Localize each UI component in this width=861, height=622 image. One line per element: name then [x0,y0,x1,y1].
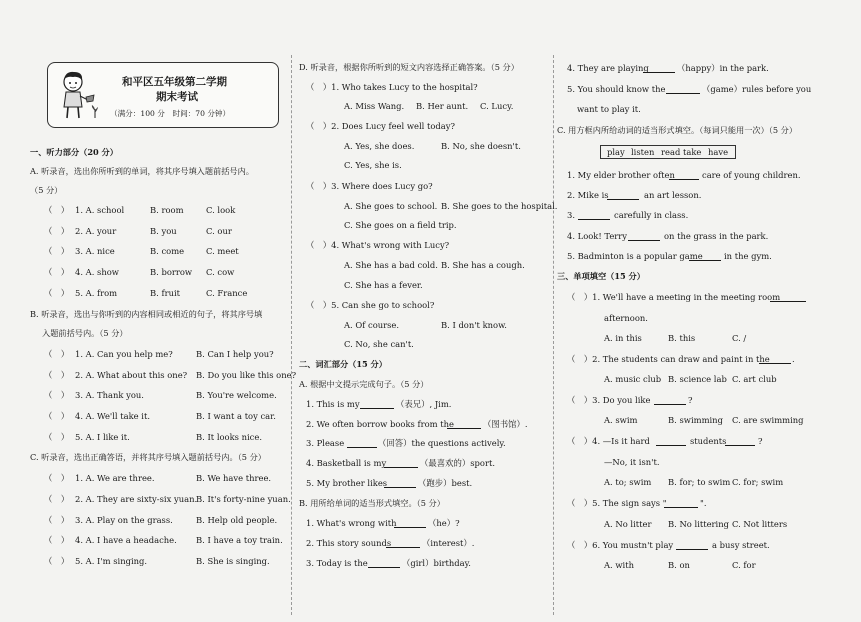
fill-blank-input[interactable] [666,84,700,94]
option-b: B. We have three. [196,473,272,483]
answer-bracket[interactable]: （ ） [44,370,70,380]
option-c: C. No, she can't. [344,339,414,349]
title-box [47,62,279,128]
option-a: A. Yes, she does. [344,141,415,151]
option-a: 1. A. Can you help me? [75,349,173,359]
fill-sentence-suffix: （表兄）, Jim. [396,399,452,409]
option-b: B. on [668,560,690,570]
option-b: B. No littering [668,519,729,529]
fill-sentence-prefix: 3. Please [306,438,345,448]
section-b2-instruction: B. 用所给单词的适当形式填空。（5 分） [299,498,445,508]
part2-title: 二、词汇部分（15 分） [299,359,387,369]
answer-bracket[interactable]: （ ） [44,556,70,566]
option-b: B. you [150,226,177,236]
part1-title: 一、听力部分（20 分） [30,147,118,157]
option-b: B. It looks nice. [196,432,262,442]
fill-blank-input[interactable] [347,438,377,448]
fill-sentence-suffix: （回答）the questions actively. [378,438,506,448]
score-time-info: （满分：100 分 时间：70 分钟） [110,109,231,118]
fill-blank-input[interactable] [664,498,698,508]
fill-blank-input[interactable] [447,419,481,429]
fill-blank-input[interactable] [578,210,610,220]
option-c: C. for; swim [732,477,784,487]
answer-bracket[interactable]: （ ） [44,494,70,504]
fill-sentence-suffix: an art lesson. [644,190,702,200]
section-c3-instruction: C. 用方框内所给动词的适当形式填空。（每词只能用一次）（5 分） [557,125,798,135]
option-c: C. our [206,226,232,236]
option-b: B. borrow [150,267,193,277]
option-a: A. in this [604,333,642,343]
section-b-instruction: B. 听录音，选出与你听到的内容相同或相近的句子，将其序号填 [30,309,263,319]
fill-blank-input[interactable] [669,170,699,180]
answer-bracket[interactable]: （ ） [44,390,70,400]
option-b: B. Help old people. [196,515,278,525]
fill-blank-input[interactable] [759,354,791,364]
option-a: 5. A. from [75,288,118,298]
section-a-instruction: A. 听录音，选出你所听到的单词，将其序号填入题前括号内。 [30,166,254,176]
section-c-instruction: C. 听录音，选出正确答语，并将其序号填入题前括号内。（5 分） [30,452,266,462]
fill-sentence-prefix: 2. We often borrow books from the [306,419,454,429]
section-a-points: （5 分） [30,185,63,195]
option-a: 5. A. I'm singing. [75,556,148,566]
fill-blank-input[interactable] [725,436,755,446]
option-b: B. this [668,333,696,343]
question-d1: （ ）1. Who takes Lucy to the hospital? [306,82,478,92]
option-b: B. for; to swim [668,477,731,487]
word-bank-box [600,145,736,159]
fill-blank-input[interactable] [654,395,686,405]
option-a: 3. A. nice [75,246,115,256]
fill-blank-input[interactable] [628,231,660,241]
fill-sentence-prefix: 1. What's wrong with [306,518,397,528]
fill-blank-input[interactable] [386,538,420,548]
fill-sentence-prefix: 5. You should know the [567,84,666,94]
word-bank-item: read [661,147,681,157]
fill-sentence-prefix: 4. Basketball is my [306,458,387,468]
option-b: B. science lab [668,374,727,384]
column-divider [291,55,292,615]
option-c: C. / [732,333,747,343]
question-m4-mid: students [690,436,727,446]
question-m6: （ ）6. You mustn't play [567,540,674,550]
option-a: 4. A. show [75,267,119,277]
option-b: B. fruit [150,288,181,298]
answer-bracket[interactable]: （ ） [44,473,70,483]
option-a: A. Of course. [344,320,400,330]
option-b: B. She has a cough. [441,260,525,270]
question-d2: （ ）2. Does Lucy feel well today? [306,121,455,131]
question-m4: （ ）4. —Is it hard [567,436,650,446]
answer-bracket[interactable]: （ ） [44,205,70,215]
option-a: A. swim [604,415,638,425]
option-b: B. Her aunt. [416,101,469,111]
option-b: B. She is singing. [196,556,270,566]
exam-title-line2: 期末考试 [156,91,198,103]
fill-blank-input[interactable] [384,458,418,468]
fill-sentence-prefix: 3. Today is the [306,558,368,568]
word-bank-item: listen [631,147,655,157]
fill-sentence-suffix: （interest）. [422,538,475,548]
question-m3-end: ? [688,395,693,405]
fill-blank-input[interactable] [656,436,686,446]
option-a: 2. A. What about this one? [75,370,188,380]
question-m1-cont: afternoon. [604,313,648,323]
option-a: A. Miss Wang. [344,101,405,111]
option-b: B. It's forty-nine yuan. [196,494,291,504]
fill-blank-input[interactable] [643,63,675,73]
answer-bracket[interactable]: （ ） [44,432,70,442]
answer-bracket[interactable]: （ ） [44,349,70,359]
option-c: C. meet [206,246,239,256]
option-b: B. No, she doesn't. [441,141,521,151]
answer-bracket[interactable]: （ ） [44,288,70,298]
section-b-instruction-cont: 入题前括号内。（5 分） [42,328,128,338]
option-a: 1. A. school [75,205,125,215]
fill-sentence-suffix: （girl）birthday. [402,558,471,568]
fill-sentence-prefix: 1. This is my [306,399,360,409]
part3-title: 三、单项填空（15 分） [557,271,645,281]
boy-watering-plant-icon [56,69,98,121]
fill-blank-input[interactable] [689,251,721,261]
option-a: A. She has a bad cold. [344,260,438,270]
option-c: C. look [206,205,236,215]
fill-sentence-suffix: in the gym. [724,251,772,261]
option-a: 5. A. I like it. [75,432,130,442]
option-c: C. cow [206,267,235,277]
fill-sentence-prefix: 4. Look! Terry [567,231,628,241]
option-c: C. France [206,288,248,298]
option-b: B. room [150,205,184,215]
question-m2: （ ）2. The students can draw and paint in the [567,354,770,364]
answer-bracket[interactable]: （ ） [44,411,70,421]
fill-sentence-prefix: 5. My brother likes [306,478,388,488]
question-m3: （ ）3. Do you like [567,395,651,405]
column-divider [553,55,554,615]
option-c: C. She goes on a field trip. [344,220,457,230]
option-a: A. with [604,560,634,570]
option-c: C. are swimming [732,415,804,425]
option-b: B. I want a toy car. [196,411,276,421]
fill-sentence-prefix: 2. Mike is [567,190,609,200]
fill-sentence-suffix: （he）? [428,518,460,528]
fill-sentence-suffix: care of young children. [702,170,801,180]
option-a: 2. A. your [75,226,117,236]
option-b: B. I have a toy train. [196,535,283,545]
fill-sentence-suffix: （happy）in the park. [677,63,769,73]
word-bank-item: have [708,147,729,157]
option-c: C. art club [732,374,777,384]
question-d4: （ ）4. What's wrong with Lucy? [306,240,450,250]
option-a: 2. A. They are sixty-six yuan. [75,494,198,504]
question-m2-end: . [792,354,795,364]
option-a: 3. A. Play on the grass. [75,515,173,525]
section-d-instruction: D. 听录音，根据你所听到的短文内容选择正确答案。（5 分） [299,62,519,72]
fill-blank-input[interactable] [360,399,394,409]
fill-blank-input[interactable] [770,292,806,302]
fill-sentence-prefix: 4. They are playing [567,63,649,73]
fill-blank-input[interactable] [607,190,639,200]
answer-bracket[interactable]: （ ） [44,535,70,545]
question-m4-end: ? [758,436,763,446]
answer-bracket[interactable]: （ ） [44,267,70,277]
fill-sentence-prefix: 2. This story sounds [306,538,392,548]
option-b: B. You're welcome. [196,390,277,400]
fill-sentence-suffix: carefully in class. [614,210,689,220]
fill-sentence-suffix: （最喜欢的）sport. [420,458,495,468]
option-a: A. music club [604,374,662,384]
section-a2-instruction: A. 根据中文提示完成句子。（5 分） [299,379,429,389]
option-a: 3. A. Thank you. [75,390,144,400]
fill-sentence-suffix: （跑步）best. [418,478,473,488]
option-a: 4. A. We'll take it. [75,411,150,421]
question-m5-end: ". [700,498,707,508]
fill-sentence-suffix: on the grass in the park. [664,231,769,241]
option-c: C. She has a fever. [344,280,423,290]
word-bank-item: take [683,147,702,157]
fill-sentence-cont: want to play it. [577,104,641,114]
option-b: B. I don't know. [441,320,507,330]
option-c: C. Lucy. [480,101,514,111]
fill-blank-input[interactable] [676,540,708,550]
option-c: C. for [732,560,756,570]
question-d5: （ ）5. Can she go to school? [306,300,435,310]
fill-sentence-prefix: 3. [567,210,575,220]
option-b: B. swimming [668,415,723,425]
answer-bracket[interactable]: （ ） [44,515,70,525]
fill-blank-input[interactable] [394,518,426,528]
question-m5: （ ）5. The sign says " [567,498,667,508]
question-m6-end: a busy street. [712,540,770,550]
fill-sentence-prefix: 1. My elder brother often [567,170,675,180]
fill-sentence-suffix: （game）rules before you [702,84,812,94]
question-d3: （ ）3. Where does Lucy go? [306,181,433,191]
exam-title-line1: 和平区五年级第二学期 [122,76,227,88]
answer-bracket[interactable]: （ ） [44,226,70,236]
fill-sentence-prefix: 5. Badminton is a popular game [567,251,703,261]
option-a: 4. A. I have a headache. [75,535,177,545]
option-a: A. She goes to school. [344,201,438,211]
option-c: C. Not litters [732,519,788,529]
fill-sentence-suffix: （图书馆）. [483,419,528,429]
option-b: B. Do you like this one? [196,370,297,380]
option-b: B. come [150,246,185,256]
option-b: B. Can I help you? [196,349,274,359]
option-a: 1. A. We are three. [75,473,155,483]
word-bank-item: play [607,147,625,157]
option-a: A. No litter [604,519,652,529]
option-c: C. Yes, she is. [344,160,402,170]
fill-blank-input[interactable] [368,558,400,568]
question-m4-answer: —No, it isn't. [604,457,660,467]
answer-bracket[interactable]: （ ） [44,246,70,256]
fill-blank-input[interactable] [384,478,416,488]
question-m1: （ ）1. We'll have a meeting in the meeting room [567,292,781,302]
option-a: A. to; swim [604,477,652,487]
option-b: B. She goes to the hospital. [441,201,558,211]
